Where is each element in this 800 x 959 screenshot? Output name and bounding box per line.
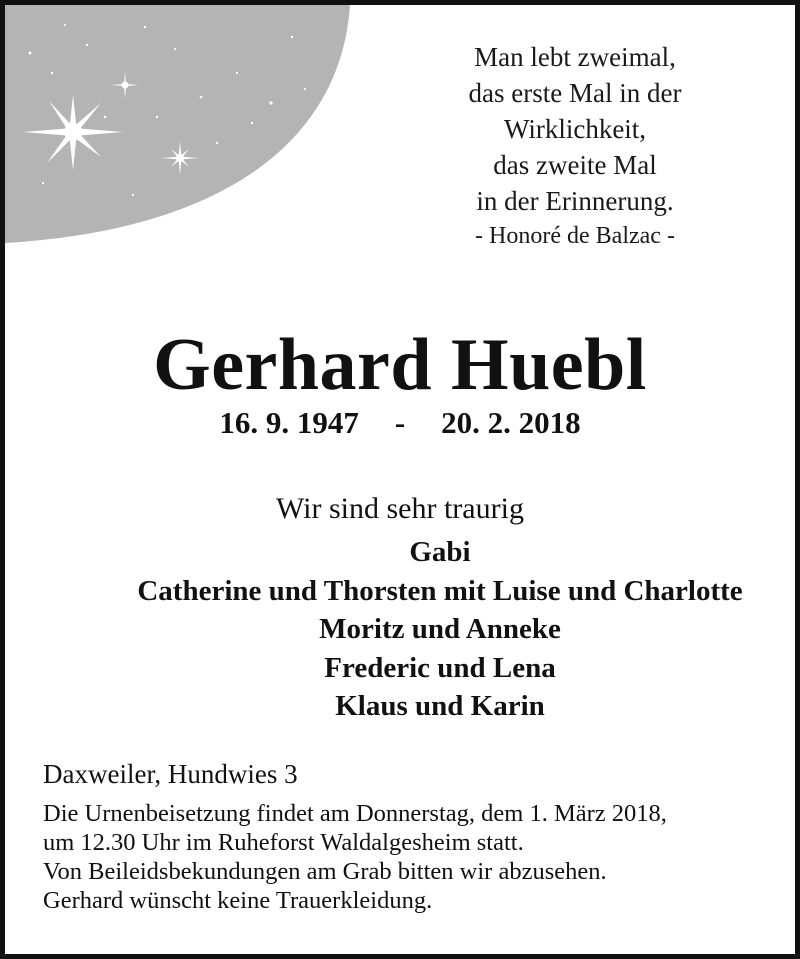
quote-line: Wirklichkeit,: [503, 114, 647, 144]
life-dates: [5, 403, 795, 443]
info-line: um 12.30 Uhr im Ruheforst Waldalgesheim statt.: [43, 829, 524, 856]
death-date: 20. 2. 2018: [441, 405, 581, 440]
night-sky-stars-icon: [5, 5, 365, 245]
birth-date: 16. 9. 1947: [219, 405, 359, 440]
family-member: Moritz und Anneke: [319, 613, 561, 645]
funeral-info: [43, 799, 783, 915]
info-line: Gerhard wünscht keine Trauerkleidung.: [43, 887, 433, 914]
family-member: Frederic und Lena: [324, 651, 556, 684]
deceased-name: Gerhard Huebl: [153, 324, 647, 406]
mourning-line: Wir sind sehr traurig: [276, 492, 524, 525]
quote-line: Man lebt zweimal,: [474, 42, 676, 72]
quote-author: - Honoré de Balzac -: [475, 223, 675, 249]
date-separator: -: [394, 405, 406, 440]
quote-line: in der Erinnerung.: [476, 186, 674, 216]
family-member: Catherine und Thorsten mit Luise und Charlotte: [137, 574, 743, 607]
quote-line: das erste Mal in der: [468, 78, 682, 108]
info-line: Die Urnenbeisetzung findet am Donnerstag, dem 1. März 2018,: [43, 800, 667, 827]
family-member: Gabi: [409, 536, 471, 568]
address: Daxweiler, Hundwies 3: [43, 759, 298, 789]
family-member: Klaus und Karin: [335, 690, 545, 722]
quote-line: das zweite Mal: [493, 150, 657, 180]
info-line: Von Beileidsbekundungen am Grab bitten wir abzusehen.: [43, 858, 607, 885]
family-list: [5, 533, 800, 726]
quote-block: [395, 39, 755, 253]
